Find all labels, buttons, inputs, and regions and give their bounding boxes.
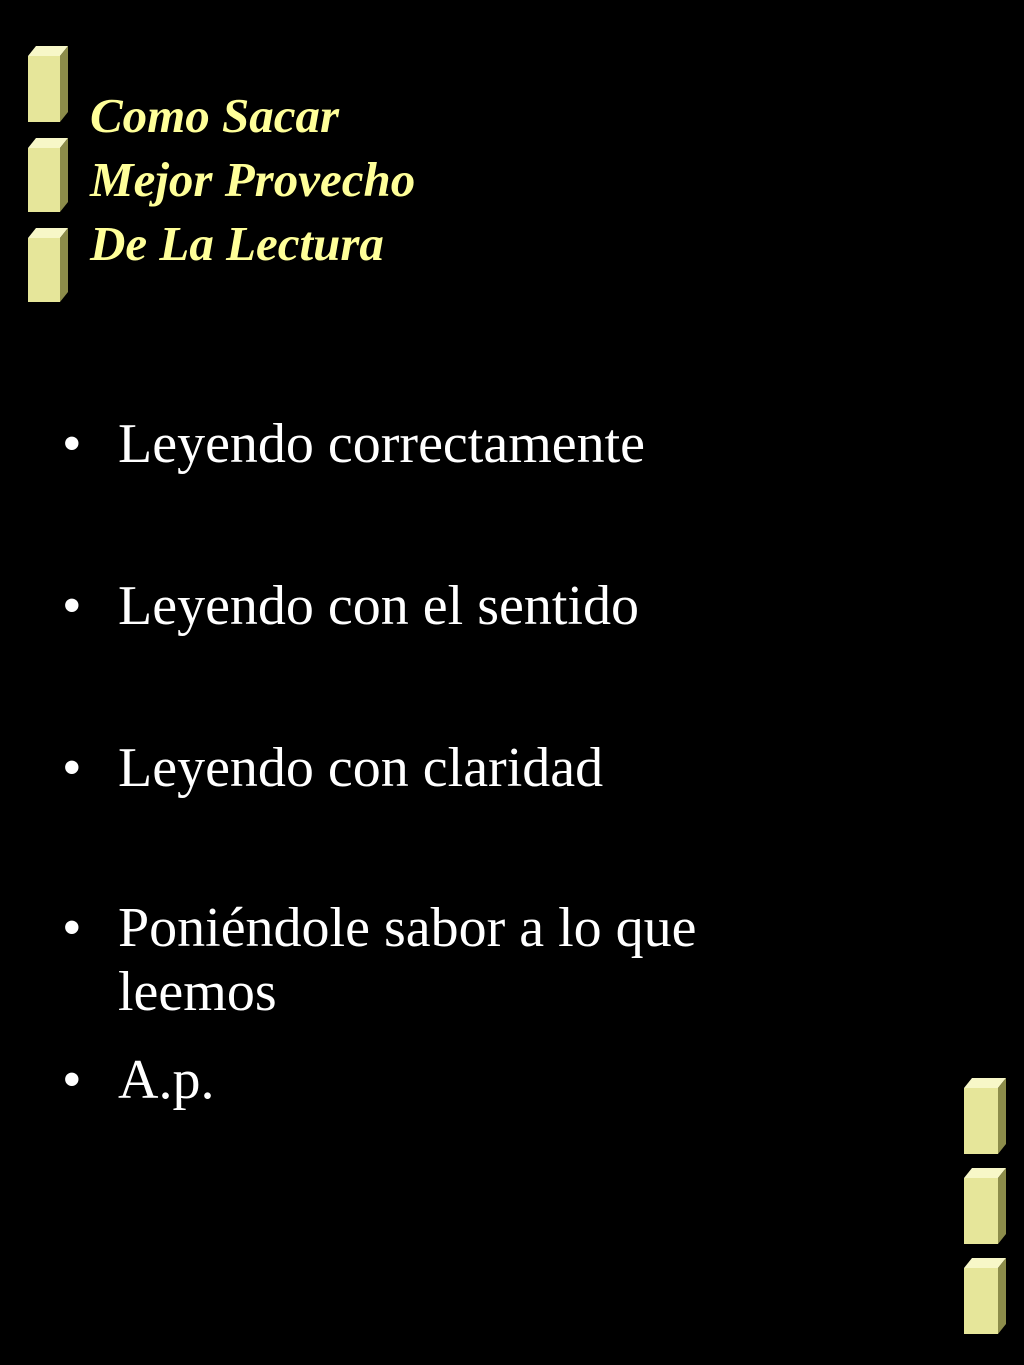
decorative-bars-top-left: [22, 42, 72, 307]
title-line: Como Sacar: [90, 88, 340, 143]
bullet-text: Leyendo con claridad: [118, 737, 604, 799]
bullet-item: [62, 736, 822, 800]
beveled-bar-icon: [28, 228, 68, 302]
bullet-item: [62, 574, 822, 638]
beveled-bar-icon: [964, 1168, 1006, 1244]
bullet-text: Poniéndole sabor a lo que leemos: [118, 897, 697, 1023]
beveled-bar-icon: [28, 138, 68, 212]
bullet-mark: •: [62, 1049, 82, 1111]
bullet-text: Leyendo correctamente: [118, 413, 646, 475]
title-line: Mejor Provecho: [90, 152, 416, 207]
bullet-text: A.p.: [118, 1049, 215, 1111]
beveled-bar-icon: [964, 1078, 1006, 1154]
bullet-text: Leyendo con el sentido: [118, 575, 639, 637]
bullet-mark: •: [62, 737, 82, 799]
title-line: De La Lectura: [90, 216, 384, 271]
bullet-mark: •: [62, 575, 82, 637]
beveled-bar-icon: [964, 1258, 1006, 1334]
bullet-item: [62, 1048, 822, 1112]
bullet-item: [62, 896, 822, 1024]
bullet-mark: •: [62, 413, 82, 475]
decorative-bars-bottom-right: [960, 1072, 1010, 1337]
beveled-bar-icon: [28, 46, 68, 122]
bullet-mark: •: [62, 897, 82, 959]
slide-title: [90, 84, 415, 276]
bullet-item: [62, 412, 822, 476]
